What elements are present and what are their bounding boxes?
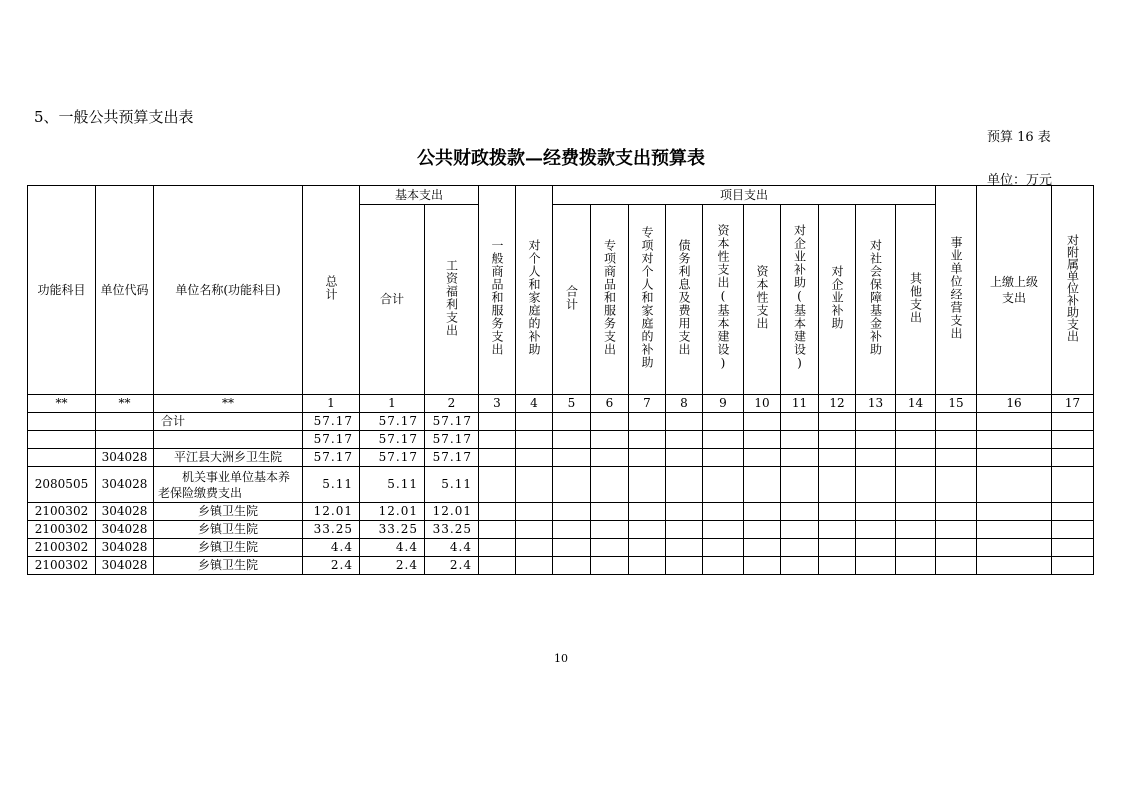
empty-cell <box>1052 431 1094 449</box>
budget-table <box>27 185 1094 575</box>
header-basic-cont-1 <box>479 186 516 205</box>
cell-total: 57.17 <box>303 431 360 449</box>
number-cell: 2 <box>425 395 479 413</box>
empty-cell <box>591 467 629 503</box>
cell-total: 12.01 <box>303 503 360 521</box>
empty-cell <box>666 503 703 521</box>
cell-code: 304028 <box>96 449 154 467</box>
empty-cell <box>744 521 781 539</box>
number-cell: ** <box>28 395 96 413</box>
cell-code: 304028 <box>96 557 154 575</box>
cell-code <box>96 413 154 431</box>
empty-cell <box>744 467 781 503</box>
cell-basic-total: 12.01 <box>360 503 425 521</box>
empty-cell <box>629 449 666 467</box>
empty-cell <box>516 557 553 575</box>
empty-cell <box>856 413 896 431</box>
number-cell: 17 <box>1052 395 1094 413</box>
empty-cell <box>744 557 781 575</box>
empty-cell <box>516 431 553 449</box>
cell-code <box>96 431 154 449</box>
empty-cell <box>781 449 819 467</box>
cell-total: 33.25 <box>303 521 360 539</box>
header-proj-social: 对社会保障基金补助 <box>856 205 896 395</box>
header-project-group: 项目支出 <box>553 186 936 205</box>
cell-total: 57.17 <box>303 449 360 467</box>
header-basic-personal: 对个人和家庭的补助 <box>516 205 553 395</box>
number-cell: 5 <box>553 395 591 413</box>
empty-cell <box>666 467 703 503</box>
empty-cell <box>856 557 896 575</box>
cell-func <box>28 449 96 467</box>
empty-cell <box>629 539 666 557</box>
empty-cell <box>1052 539 1094 557</box>
header-proj-ent-base: 对企业补助(基本建设) <box>781 205 819 395</box>
cell-func <box>28 431 96 449</box>
empty-cell <box>896 467 936 503</box>
empty-cell <box>1052 503 1094 521</box>
cell-salary: 2.4 <box>425 557 479 575</box>
table-row <box>28 557 1094 575</box>
number-cell: 9 <box>703 395 744 413</box>
empty-cell <box>781 557 819 575</box>
empty-cell <box>703 503 744 521</box>
header-basic-cont-2 <box>516 186 553 205</box>
empty-cell <box>629 431 666 449</box>
empty-cell <box>936 467 977 503</box>
number-cell: 1 <box>303 395 360 413</box>
empty-cell <box>936 503 977 521</box>
empty-cell <box>479 449 516 467</box>
empty-cell <box>896 431 936 449</box>
empty-cell <box>591 539 629 557</box>
empty-cell <box>977 521 1052 539</box>
empty-cell <box>553 503 591 521</box>
empty-cell <box>856 431 896 449</box>
header-proj-ent: 对企业补助 <box>819 205 856 395</box>
cell-name: 乡镇卫生院 <box>154 557 303 575</box>
empty-cell <box>744 449 781 467</box>
empty-cell <box>666 539 703 557</box>
empty-cell <box>781 431 819 449</box>
empty-cell <box>553 557 591 575</box>
empty-cell <box>744 503 781 521</box>
empty-cell <box>896 449 936 467</box>
empty-cell <box>553 413 591 431</box>
empty-cell <box>781 467 819 503</box>
unit-label: 单位：万元 <box>987 173 1053 188</box>
empty-cell <box>666 413 703 431</box>
empty-cell <box>479 413 516 431</box>
empty-cell <box>819 503 856 521</box>
header-basic-total: 合计 <box>360 205 425 395</box>
empty-cell <box>896 413 936 431</box>
number-cell: 4 <box>516 395 553 413</box>
number-cell: 15 <box>936 395 977 413</box>
empty-cell <box>896 521 936 539</box>
header-proj-debt: 债务利息及费用支出 <box>666 205 703 395</box>
empty-cell <box>1052 521 1094 539</box>
empty-cell <box>703 539 744 557</box>
number-cell: 13 <box>856 395 896 413</box>
number-cell: 10 <box>744 395 781 413</box>
header-proj-total: 合计 <box>553 205 591 395</box>
cell-func: 2100302 <box>28 503 96 521</box>
empty-cell <box>516 467 553 503</box>
empty-cell <box>479 557 516 575</box>
number-cell: 12 <box>819 395 856 413</box>
cell-salary: 57.17 <box>425 413 479 431</box>
empty-cell <box>781 503 819 521</box>
empty-cell <box>703 467 744 503</box>
empty-cell <box>553 431 591 449</box>
cell-func <box>28 413 96 431</box>
table-row <box>28 521 1094 539</box>
header-basic-salary: 工资福利支出 <box>425 205 479 395</box>
header-proj-capital: 资本性支出 <box>744 205 781 395</box>
cell-salary: 4.4 <box>425 539 479 557</box>
empty-cell <box>479 521 516 539</box>
cell-name: 乡镇卫生院 <box>154 521 303 539</box>
cell-total: 4.4 <box>303 539 360 557</box>
empty-cell <box>666 557 703 575</box>
empty-cell <box>553 467 591 503</box>
table-row <box>28 467 1094 503</box>
empty-cell <box>856 503 896 521</box>
empty-cell <box>856 467 896 503</box>
empty-cell <box>744 431 781 449</box>
cell-salary: 5.11 <box>425 467 479 503</box>
number-cell: 6 <box>591 395 629 413</box>
empty-cell <box>479 503 516 521</box>
empty-cell <box>819 467 856 503</box>
table-row <box>28 449 1094 467</box>
empty-cell <box>896 557 936 575</box>
empty-cell <box>591 557 629 575</box>
empty-cell <box>977 467 1052 503</box>
empty-cell <box>819 557 856 575</box>
empty-cell <box>819 413 856 431</box>
cell-name: 机关事业单位基本养老保险缴费支出 <box>154 467 303 503</box>
cell-basic-total: 57.17 <box>360 431 425 449</box>
empty-cell <box>977 539 1052 557</box>
header-proj-goods: 专项商品和服务支出 <box>591 205 629 395</box>
empty-cell <box>1052 413 1094 431</box>
empty-cell <box>819 449 856 467</box>
empty-cell <box>856 539 896 557</box>
cell-salary: 57.17 <box>425 449 479 467</box>
table-row <box>28 431 1094 449</box>
empty-cell <box>629 521 666 539</box>
empty-cell <box>977 503 1052 521</box>
cell-salary: 33.25 <box>425 521 479 539</box>
empty-cell <box>553 521 591 539</box>
cell-code: 304028 <box>96 503 154 521</box>
empty-cell <box>591 521 629 539</box>
table-body <box>28 413 1094 575</box>
cell-basic-total: 33.25 <box>360 521 425 539</box>
empty-cell <box>479 467 516 503</box>
cell-salary: 57.17 <box>425 431 479 449</box>
cell-name: 乡镇卫生院 <box>154 503 303 521</box>
header-upper-pay: 上缴上级支出 <box>977 186 1052 395</box>
empty-cell <box>703 431 744 449</box>
header-basic-group: 基本支出 <box>360 186 479 205</box>
cell-name: 合计 <box>154 413 303 431</box>
empty-cell <box>591 503 629 521</box>
section-heading: 5、一般公共预算支出表 <box>34 108 194 126</box>
header-func-subject: 功能科目 <box>28 186 96 395</box>
header-proj-other: 其他支出 <box>896 205 936 395</box>
header-basic-goods: 一般商品和服务支出 <box>479 205 516 395</box>
cell-salary: 12.01 <box>425 503 479 521</box>
empty-cell <box>936 557 977 575</box>
table-code: 预算 16 表 <box>987 130 1051 145</box>
table-row <box>28 413 1094 431</box>
empty-cell <box>516 503 553 521</box>
empty-cell <box>1052 557 1094 575</box>
empty-cell <box>856 521 896 539</box>
empty-cell <box>666 521 703 539</box>
number-cell: ** <box>96 395 154 413</box>
empty-cell <box>936 413 977 431</box>
empty-cell <box>703 449 744 467</box>
empty-cell <box>629 503 666 521</box>
number-cell: ** <box>154 395 303 413</box>
table-row <box>28 539 1094 557</box>
cell-total: 2.4 <box>303 557 360 575</box>
empty-cell <box>896 503 936 521</box>
cell-basic-total: 57.17 <box>360 449 425 467</box>
number-cell: 14 <box>896 395 936 413</box>
number-cell: 7 <box>629 395 666 413</box>
empty-cell <box>819 539 856 557</box>
empty-cell <box>1052 467 1094 503</box>
empty-cell <box>666 431 703 449</box>
cell-name <box>154 431 303 449</box>
empty-cell <box>977 413 1052 431</box>
empty-cell <box>703 413 744 431</box>
header-proj-capital-base: 资本性支出(基本建设) <box>703 205 744 395</box>
number-cell: 11 <box>781 395 819 413</box>
number-cell: 1 <box>360 395 425 413</box>
cell-func: 2100302 <box>28 557 96 575</box>
empty-cell <box>629 467 666 503</box>
header-unit-code: 单位代码 <box>96 186 154 395</box>
empty-cell <box>977 449 1052 467</box>
cell-total: 57.17 <box>303 413 360 431</box>
number-cell: 16 <box>977 395 1052 413</box>
empty-cell <box>977 557 1052 575</box>
empty-cell <box>936 431 977 449</box>
empty-cell <box>666 449 703 467</box>
empty-cell <box>703 557 744 575</box>
empty-cell <box>936 449 977 467</box>
empty-cell <box>936 521 977 539</box>
table-row <box>28 503 1094 521</box>
cell-code: 304028 <box>96 467 154 503</box>
empty-cell <box>781 521 819 539</box>
empty-cell <box>516 449 553 467</box>
empty-cell <box>553 539 591 557</box>
empty-cell <box>819 521 856 539</box>
empty-cell <box>856 449 896 467</box>
cell-code: 304028 <box>96 521 154 539</box>
empty-cell <box>781 539 819 557</box>
number-cell: 8 <box>666 395 703 413</box>
empty-cell <box>896 539 936 557</box>
cell-basic-total: 5.11 <box>360 467 425 503</box>
table-title: 公共财政拨款—经费拨款支出预算表 <box>417 148 705 169</box>
cell-name: 乡镇卫生院 <box>154 539 303 557</box>
empty-cell <box>591 449 629 467</box>
empty-cell <box>553 449 591 467</box>
header-proj-personal: 专项对个人和家庭的补助 <box>629 205 666 395</box>
header-unit-name: 单位名称(功能科目) <box>154 186 303 395</box>
empty-cell <box>744 539 781 557</box>
empty-cell <box>936 539 977 557</box>
empty-cell <box>1052 449 1094 467</box>
empty-cell <box>479 431 516 449</box>
cell-basic-total: 57.17 <box>360 413 425 431</box>
empty-cell <box>479 539 516 557</box>
cell-func: 2080505 <box>28 467 96 503</box>
header-total: 总计 <box>303 186 360 395</box>
header-sub-subsidy: 对附属单位补助支出 <box>1052 186 1094 395</box>
empty-cell <box>516 539 553 557</box>
empty-cell <box>629 557 666 575</box>
cell-func: 2100302 <box>28 539 96 557</box>
empty-cell <box>516 413 553 431</box>
cell-func: 2100302 <box>28 521 96 539</box>
cell-total: 5.11 <box>303 467 360 503</box>
cell-code: 304028 <box>96 539 154 557</box>
cell-basic-total: 2.4 <box>360 557 425 575</box>
empty-cell <box>629 413 666 431</box>
page-number: 10 <box>554 652 568 665</box>
empty-cell <box>819 431 856 449</box>
empty-cell <box>703 521 744 539</box>
cell-basic-total: 4.4 <box>360 539 425 557</box>
empty-cell <box>516 521 553 539</box>
number-cell: 3 <box>479 395 516 413</box>
empty-cell <box>781 413 819 431</box>
empty-cell <box>744 413 781 431</box>
empty-cell <box>977 431 1052 449</box>
empty-cell <box>591 431 629 449</box>
header-biz-ops: 事业单位经营支出 <box>936 186 977 395</box>
cell-name: 平江县大洲乡卫生院 <box>154 449 303 467</box>
empty-cell <box>591 413 629 431</box>
